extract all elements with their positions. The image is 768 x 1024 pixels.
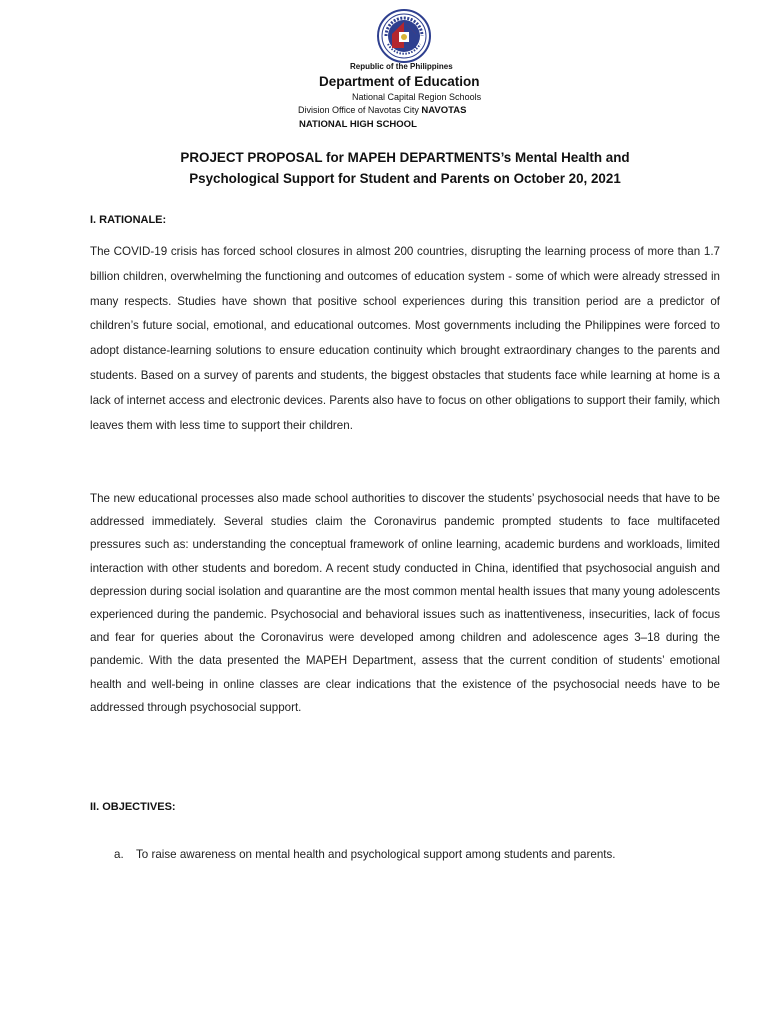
school-name: NATIONAL HIGH SCHOOL <box>299 119 417 130</box>
department-name: Department of Education <box>319 74 480 89</box>
proposal-title-line-2: Psychological Support for Student and Parents on October 20, 2021 <box>189 171 621 186</box>
rationale-heading: I. RATIONALE: <box>90 214 167 226</box>
rationale-paragraph-1: The COVID-19 crisis has forced school closures in almost 200 countries, disrupting the learning process of more than 1.7 billion children, overwhelming the functioning and outcomes of education system - some of which were already stressed in many respects. Studies have shown that positive school experiences during this transition period are a predictor of children’s future social, emotional, and educational outcomes. Most governments including the Philippines were forced to adopt distance-learning solutions to ensure education continuity which brought extraordinary changes to the parents and students. Based on a survey of parents and students, the biggest obstacles that students face while learning at home is a lack of internet access and electronic devices. Parents also have to focus on other obligations to support their family, which leaves them with less time to support their children. <box>90 245 720 432</box>
proposal-title <box>90 147 720 189</box>
division-label <box>298 105 466 116</box>
proposal-title-line-1: PROJECT PROPOSAL for MAPEH DEPARTMENTS’s Mental Health and <box>180 150 630 165</box>
rationale-paragraph-2: The new educational processes also made school authorities to discover the students’ psychosocial needs that have to be addressed immediately. Several studies claim the Coronavirus pandemic prompted students to face multifaceted pressures such as: understanding the conceptual framework of online learning, academic burdens and workloads, limited interaction with other students and boredom. A recent study conducted in China, identified that psychosocial anguish and depression during social isolation and quarantine are the most common mental health issues that many young adolescents experienced during the pandemic. Psychosocial and behavioral issues such as inattentiveness, insecurities, lack of focus and fear for queries about the Coronavirus were developed among children and adolescence ages 3–18 during the pandemic. With the data presented the MAPEH Department, assess that the current condition of students’ emotional health and well-being in online classes are clear indications that the existence of the psychosocial needs have to be addressed through psychosocial support. <box>90 492 720 714</box>
objectives-heading: II. OBJECTIVES: <box>90 801 176 813</box>
republic-label: Republic of the Philippines <box>350 62 453 71</box>
division-prefix: Division Office of Navotas City <box>298 105 419 115</box>
deped-seal-icon <box>372 8 436 64</box>
objective-text: To raise awareness on mental health and psychological support among students and parents. <box>136 848 616 861</box>
objective-marker: a. <box>114 848 124 861</box>
division-city: NAVOTAS <box>421 105 467 116</box>
region-label: National Capital Region Schools <box>352 92 482 102</box>
